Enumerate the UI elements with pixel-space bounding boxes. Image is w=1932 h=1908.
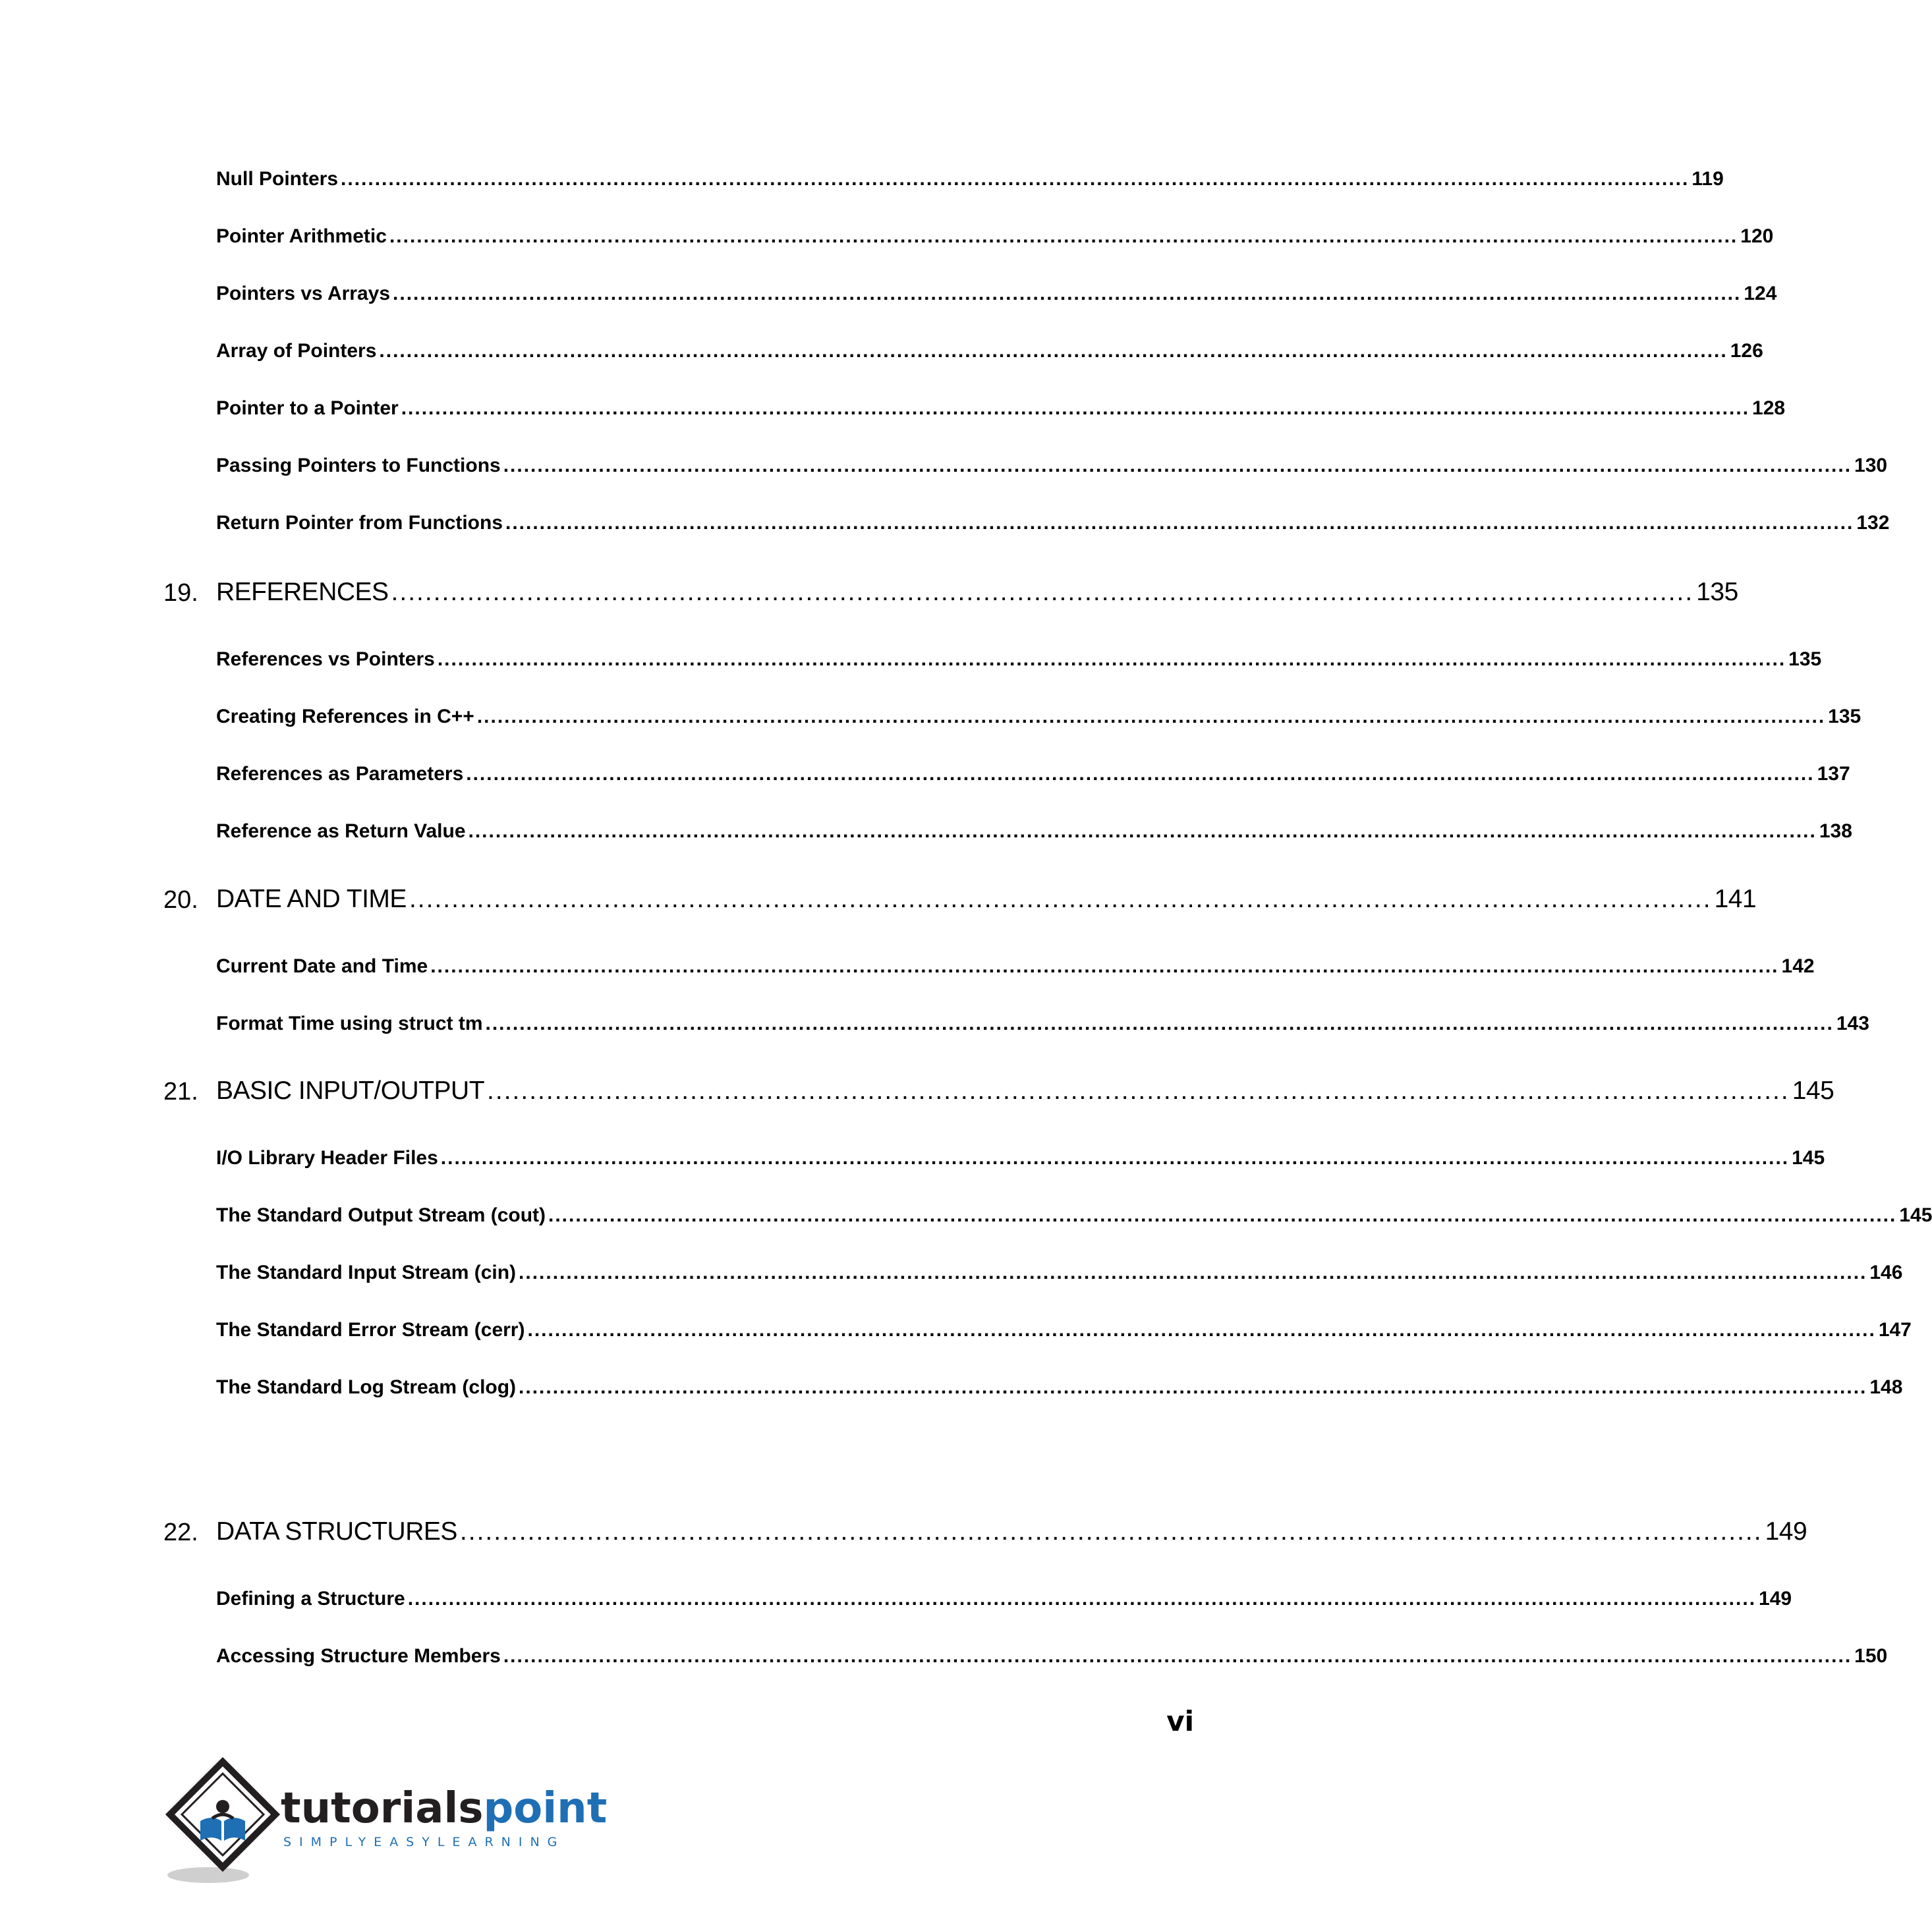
dot-leader: ...................................................................................................................................................................................................... bbox=[468, 820, 1817, 842]
toc-entry-page: 138 bbox=[1819, 820, 1852, 842]
dot-leader: ...................................................................................................................................................................................................... bbox=[440, 1147, 1790, 1169]
dot-leader: ...................................................................................................................................................................................................... bbox=[389, 225, 1738, 247]
toc-entry-label: The Standard Error Stream (cerr) bbox=[216, 1319, 525, 1341]
toc-entry-page: 149 bbox=[1759, 1588, 1792, 1610]
toc-entry-page: 146 bbox=[1869, 1262, 1903, 1283]
toc-entry-cout[interactable] bbox=[0, 1193, 1932, 1233]
toc-entry-page: 147 bbox=[1878, 1319, 1912, 1341]
toc-entry-label: Pointers vs Arrays bbox=[216, 283, 391, 304]
dot-leader: ...................................................................................................................................................................................................... bbox=[401, 397, 1750, 419]
toc-entry-references-vs-pointers[interactable] bbox=[0, 637, 1822, 677]
toc-entry-label: Defining a Structure bbox=[216, 1588, 405, 1610]
dot-leader: ...................................................................................................................................................................................................... bbox=[341, 168, 1690, 190]
toc-entry-current-date[interactable] bbox=[0, 944, 1815, 984]
toc-entry-passing-pointers[interactable] bbox=[0, 443, 1888, 483]
toc-entry-page: 124 bbox=[1744, 283, 1777, 304]
dot-leader: ...................................................................................................................................................................................................... bbox=[503, 455, 1852, 476]
dot-leader: ...................................................................................................................................................................................................... bbox=[476, 706, 1826, 727]
logo-wordmark: tutorialspoint bbox=[281, 1784, 608, 1833]
dot-leader: .......................................................................................................................................................... bbox=[459, 1517, 1763, 1546]
toc-entry-label: Null Pointers bbox=[216, 168, 339, 190]
tutorialspoint-logo bbox=[162, 1758, 608, 1890]
chapter-number: 22. bbox=[163, 1519, 198, 1546]
logo-tagline: SIMPLYEASYLEARNING bbox=[283, 1835, 565, 1849]
toc-entry-label: Return Pointer from Functions bbox=[216, 512, 503, 534]
dot-leader: .......................................................................................................................................................... bbox=[391, 578, 1694, 606]
toc-chapter-data-structures[interactable] bbox=[0, 1513, 1807, 1552]
page-number: vi bbox=[1166, 1705, 1194, 1737]
dot-leader: ...................................................................................................................................................................................................... bbox=[485, 1013, 1834, 1034]
chapter-title: DATA STRUCTURES bbox=[216, 1517, 457, 1546]
dot-leader: ...................................................................................................................................................................................................... bbox=[519, 1376, 1867, 1398]
toc-entry-label: Pointer Arithmetic bbox=[216, 225, 387, 247]
toc-entry-cin[interactable] bbox=[0, 1250, 1903, 1290]
toc-entry-label: Passing Pointers to Functions bbox=[216, 455, 501, 476]
toc-entry-page: 143 bbox=[1836, 1013, 1869, 1034]
toc-entry-reference-as-return[interactable] bbox=[0, 809, 1852, 849]
toc-entry-label: The Standard Output Stream (cout) bbox=[216, 1204, 546, 1226]
dot-leader: .......................................................................................................................................................... bbox=[487, 1077, 1790, 1105]
chapter-title: DATE AND TIME bbox=[216, 885, 407, 913]
dot-leader: ...................................................................................................................................................................................................... bbox=[466, 763, 1815, 785]
chapter-page: 145 bbox=[1792, 1077, 1834, 1105]
toc-entry-label: Accessing Structure Members bbox=[216, 1645, 501, 1667]
toc-entry-cerr[interactable] bbox=[0, 1308, 1912, 1347]
toc-entry-label: Array of Pointers bbox=[216, 340, 377, 362]
toc-entry-accessing-members[interactable] bbox=[0, 1634, 1888, 1673]
dot-leader: ...................................................................................................................................................................................................... bbox=[527, 1319, 1876, 1341]
chapter-number: 20. bbox=[163, 886, 198, 914]
chapter-number: 21. bbox=[163, 1078, 198, 1106]
toc-entry-page: 128 bbox=[1752, 397, 1786, 419]
chapter-title: REFERENCES bbox=[216, 578, 389, 606]
toc-entry-page: 142 bbox=[1781, 955, 1815, 977]
toc-entry-array-of-pointers[interactable] bbox=[0, 329, 1763, 368]
toc-entry-return-pointer[interactable] bbox=[0, 501, 1890, 540]
toc-entry-page: 135 bbox=[1828, 706, 1861, 727]
toc-entry-page: 137 bbox=[1817, 763, 1850, 785]
dot-leader: ...................................................................................................................................................................................................... bbox=[430, 955, 1779, 977]
toc-entry-null-pointers[interactable] bbox=[0, 157, 1724, 196]
toc-entry-pointers-vs-arrays[interactable] bbox=[0, 271, 1777, 311]
toc-entry-pointer-arithmetic[interactable] bbox=[0, 214, 1774, 254]
toc-entry-clog[interactable] bbox=[0, 1365, 1903, 1405]
dot-leader: ...................................................................................................................................................................................................... bbox=[548, 1204, 1897, 1226]
toc-chapter-basic-io[interactable] bbox=[0, 1072, 1834, 1111]
toc-entry-page: 126 bbox=[1730, 340, 1763, 362]
toc-entry-label: Pointer to a Pointer bbox=[216, 397, 399, 419]
dot-leader: ...................................................................................................................................................................................................... bbox=[393, 283, 1742, 304]
toc-entry-page: 148 bbox=[1869, 1376, 1903, 1398]
toc-entry-label: Reference as Return Value bbox=[216, 820, 466, 842]
toc-entry-page: 130 bbox=[1854, 455, 1888, 476]
toc-entry-label: I/O Library Header Files bbox=[216, 1147, 438, 1169]
dot-leader: .......................................................................................................................................................... bbox=[409, 885, 1712, 913]
toc-entry-label: Current Date and Time bbox=[216, 955, 428, 977]
toc-entry-references-as-parameters[interactable] bbox=[0, 752, 1850, 791]
toc-entry-page: 145 bbox=[1899, 1204, 1932, 1226]
dot-leader: ...................................................................................................................................................................................................... bbox=[379, 340, 1728, 362]
chapter-page: 149 bbox=[1765, 1517, 1807, 1546]
logo-graphic bbox=[162, 1758, 608, 1890]
toc-entry-defining-structure[interactable] bbox=[0, 1577, 1792, 1616]
dot-leader: ...................................................................................................................................................................................................... bbox=[437, 648, 1786, 670]
toc-entry-io-headers[interactable] bbox=[0, 1136, 1825, 1175]
toc-entry-page: 150 bbox=[1854, 1645, 1888, 1667]
toc-chapter-date-and-time[interactable] bbox=[0, 880, 1757, 920]
chapter-page: 141 bbox=[1714, 885, 1757, 913]
chapter-page: 135 bbox=[1696, 578, 1738, 606]
dot-leader: ...................................................................................................................................................................................................... bbox=[505, 512, 1854, 534]
toc-entry-label: References as Parameters bbox=[216, 763, 464, 785]
toc-entry-format-time[interactable] bbox=[0, 1001, 1869, 1041]
chapter-number: 19. bbox=[163, 579, 198, 607]
toc-entry-page: 135 bbox=[1788, 648, 1822, 670]
chapter-title: BASIC INPUT/OUTPUT bbox=[216, 1077, 485, 1105]
toc-entry-label: Creating References in C++ bbox=[216, 706, 474, 727]
toc-entry-creating-references[interactable] bbox=[0, 694, 1861, 734]
dot-leader: ...................................................................................................................................................................................................... bbox=[407, 1588, 1757, 1610]
dot-leader: ...................................................................................................................................................................................................... bbox=[503, 1645, 1852, 1667]
toc-entry-page: 132 bbox=[1856, 512, 1890, 534]
toc-entry-pointer-to-a-pointer[interactable] bbox=[0, 386, 1786, 426]
toc-entry-page: 119 bbox=[1691, 168, 1724, 190]
toc-chapter-references[interactable] bbox=[0, 573, 1738, 613]
toc-entry-page: 145 bbox=[1792, 1147, 1825, 1169]
toc-entry-label: References vs Pointers bbox=[216, 648, 435, 670]
dot-leader: ...................................................................................................................................................................................................... bbox=[519, 1262, 1867, 1283]
toc-entry-page: 120 bbox=[1740, 225, 1774, 247]
toc-entry-label: The Standard Log Stream (clog) bbox=[216, 1376, 517, 1398]
toc-entry-label: The Standard Input Stream (cin) bbox=[216, 1262, 517, 1283]
toc-entry-label: Format Time using struct tm bbox=[216, 1013, 483, 1034]
